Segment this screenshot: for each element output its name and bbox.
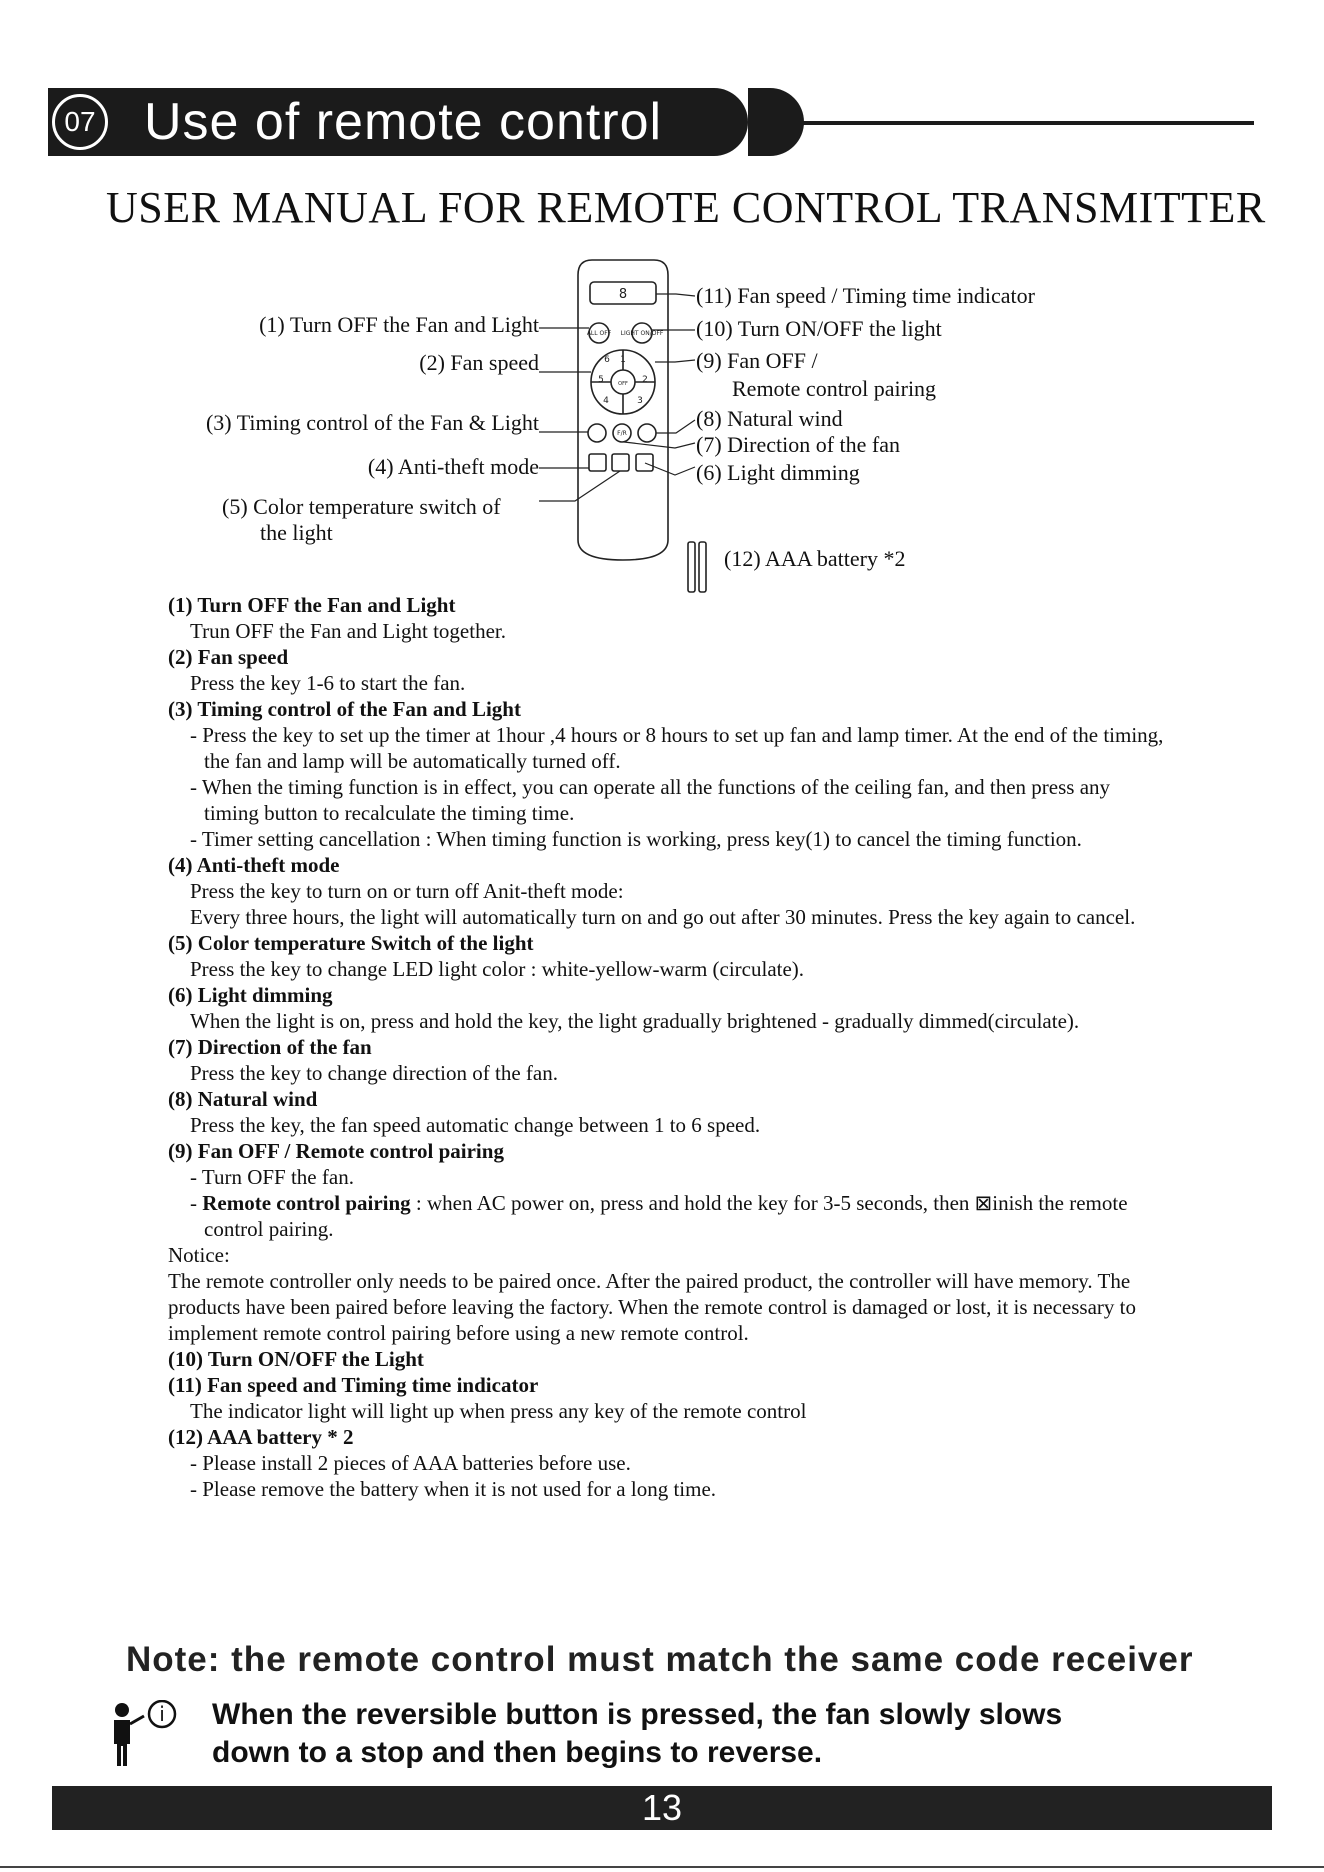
heading-10: (10) Turn ON/OFF the Light	[168, 1347, 424, 1371]
notice-text: The remote controller only needs to be paired once. After the paired product, the controller will have memory. The products have been paired before leaving the factory. When the remote control is damaged or lost, it is necessary to implement remote control pairing before using a new remote control.	[168, 1269, 1136, 1345]
section-title: Use of remote control	[144, 93, 663, 151]
label-fan-off: (9) Fan OFF /	[696, 348, 818, 373]
header-rule	[788, 121, 1254, 125]
text-7: Press the key to change direction of the fan.	[190, 1061, 558, 1085]
heading-2: (2) Fan speed	[168, 645, 289, 669]
label-light-dimming: (6) Light dimming	[696, 460, 860, 485]
svg-text:OFF: OFF	[618, 381, 628, 387]
heading-1: (1) Turn OFF the Fan and Light	[168, 593, 456, 617]
svg-text:LIGHT ON/OFF: LIGHT ON/OFF	[620, 330, 664, 337]
page-number: 13	[641, 1787, 683, 1828]
label-pairing: Remote control pairing	[732, 376, 937, 401]
svg-text:ALL OFF: ALL OFF	[586, 330, 612, 337]
text-9-bullet-1: - Turn OFF the fan.	[190, 1165, 354, 1189]
svg-text:1: 1	[620, 355, 626, 365]
tip-line-2: down to a stop and then begins to reverse.	[212, 1736, 823, 1769]
text-1: Trun OFF the Fan and Light together.	[190, 619, 506, 643]
heading-9: (9) Fan OFF / Remote control pairing	[168, 1139, 504, 1163]
svg-text:5: 5	[598, 375, 604, 385]
label-natural-wind: (8) Natural wind	[696, 406, 843, 431]
text-12-bullet-2: - Please remove the battery when it is not used for a long time.	[190, 1477, 717, 1501]
page-footer	[52, 1786, 1272, 1830]
label-color-temp: (5) Color temperature switch of	[222, 494, 501, 519]
tip-text	[212, 1696, 1062, 1772]
svg-text:4: 4	[603, 396, 609, 406]
svg-text:i: i	[159, 1702, 165, 1726]
text-3-bullet-2: - When the timing function is in effect, you can operate all the functions of the ceiling fan, and then press any timing button to recalculate the timing time.	[190, 775, 1111, 825]
label-direction: (7) Direction of the fan	[696, 432, 901, 457]
text-3-bullet-3: - Timer setting cancellation : When timing function is working, press key(1) to cancel the timing function.	[190, 827, 1082, 851]
svg-text:3: 3	[637, 396, 643, 406]
svg-text:6: 6	[604, 355, 610, 365]
text-6: When the light is on, press and hold the key, the light gradually brightened - gradually dimmed(circulate).	[190, 1009, 1080, 1033]
label-indicator: (11) Fan speed / Timing time indicator	[696, 283, 1035, 308]
text-8: Press the key, the fan speed automatic change between 1 to 6 speed.	[190, 1113, 761, 1137]
heading-3: (3) Timing control of the Fan and Light	[168, 697, 521, 721]
pairing-term: Remote control pairing	[202, 1191, 411, 1215]
heading-12: (12) AAA battery * 2	[168, 1425, 354, 1449]
notice-label: Notice:	[168, 1243, 230, 1267]
label-anti-theft: (4) Anti-theft mode	[367, 454, 539, 479]
label-turn-off-fan-light: (1) Turn OFF the Fan and Light	[259, 312, 539, 337]
text-5: Press the key to change LED light color : white-yellow-warm (circulate).	[190, 957, 805, 981]
text-2: Press the key 1-6 to start the fan.	[190, 671, 466, 695]
text-11: The indicator light will light up when press any key of the remote control	[190, 1399, 807, 1423]
bottom-rule	[0, 1866, 1324, 1868]
heading-6: (6) Light dimming	[168, 983, 333, 1007]
text-3-bullet-1: - Press the key to set up the timer at 1hour ,4 hours or 8 hours to set up fan and lamp timer. At the end of the timing, the fan and lamp will be automatically turned off.	[190, 723, 1164, 773]
remote-illustration	[0, 250, 1324, 600]
bullet-prefix: -	[190, 1191, 203, 1215]
instructions	[168, 592, 1168, 1502]
pairing-text: : when AC power on, press and hold the key for 3-5 seconds, then ⊠inish the remote control pairing.	[204, 1191, 1128, 1241]
section-header	[48, 88, 1208, 160]
note-text: Note: the remote control must match the same code receiver	[126, 1640, 1194, 1679]
text-4b: Every three hours, the light will automatically turn on and go out after 30 minutes. Press the key again to cancel.	[190, 905, 1136, 929]
svg-text:8: 8	[618, 287, 628, 302]
label-light-on-off: (10) Turn ON/OFF the light	[696, 316, 942, 341]
text-4a: Press the key to turn on or turn off Anit-theft mode:	[190, 879, 624, 903]
label-battery: (12) AAA battery *2	[724, 546, 906, 571]
page-subtitle: USER MANUAL FOR REMOTE CONTROL TRANSMITTER	[106, 183, 1266, 232]
label-fan-speed: (2) Fan speed	[419, 350, 539, 375]
heading-7: (7) Direction of the fan	[168, 1035, 372, 1059]
svg-text:2: 2	[642, 375, 648, 385]
tip-box	[100, 1696, 1230, 1776]
remote-diagram	[0, 250, 1324, 600]
text-9-bullet-2	[168, 1190, 1168, 1242]
info-person-icon	[100, 1700, 200, 1770]
heading-5: (5) Color temperature Switch of the light	[168, 931, 534, 955]
tip-line-1: When the reversible button is pressed, the fan slowly slows	[212, 1698, 1063, 1731]
section-number: 07	[52, 94, 108, 150]
label-timing-control: (3) Timing control of the Fan & Light	[205, 410, 539, 435]
text-12-bullet-1: - Please install 2 pieces of AAA batteries before use.	[190, 1451, 631, 1475]
heading-11: (11) Fan speed and Timing time indicator	[168, 1373, 539, 1397]
svg-text:F/R: F/R	[617, 430, 627, 437]
heading-4: (4) Anti-theft mode	[168, 853, 340, 877]
label-color-temp-2: the light	[260, 520, 333, 545]
heading-8: (8) Natural wind	[168, 1087, 318, 1111]
